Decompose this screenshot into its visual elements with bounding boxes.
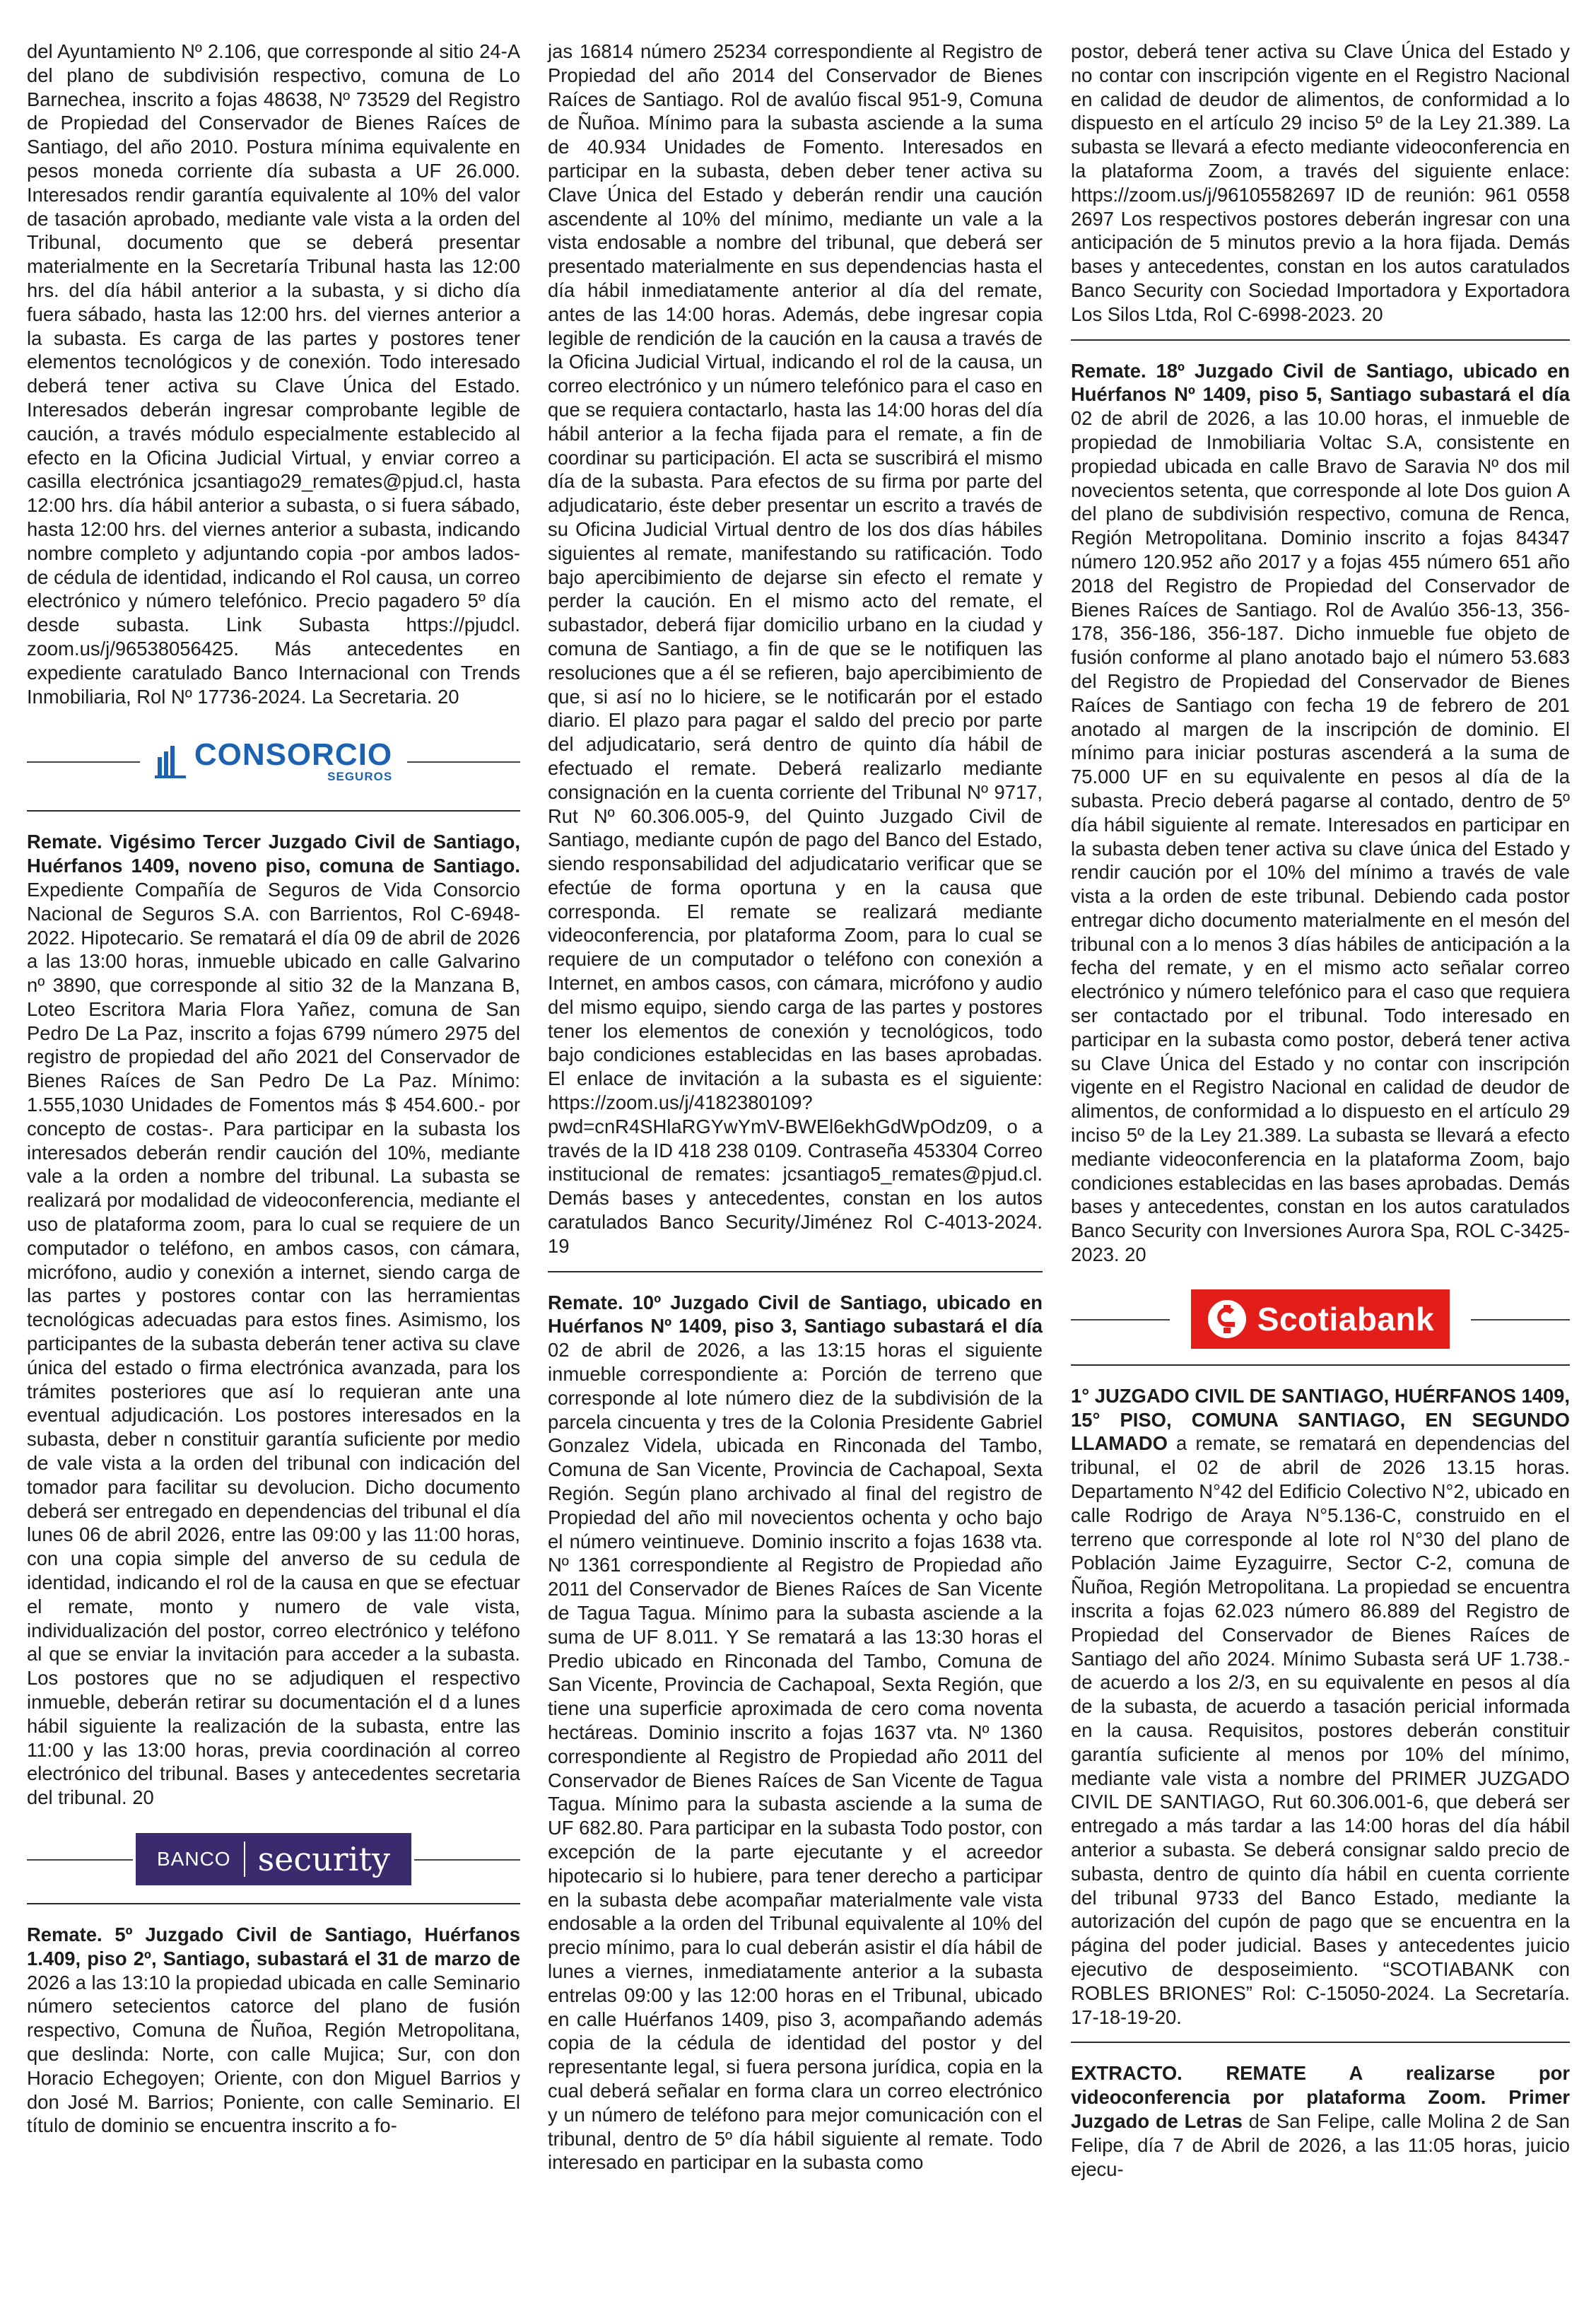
notice-heading: Remate. 5º Juzgado Civil de Santiago, Huérfanos 1.409, piso 2º, Santiago, subastará el 31 de marzo de	[27, 1923, 520, 1969]
notice-extracto	[1071, 2061, 1570, 2181]
divider	[27, 761, 140, 763]
notice-heading: Remate. 10º Juzgado Civil de Santiago, ubicado en Huérfanos Nº 1409, piso 3, Santiago subastará el día	[548, 1291, 1043, 1337]
notice-continuation: postor, deberá tener activa su Clave Única del Estado y no contar con inscripción vigente en el Registro Nacional en calidad de deudor de alimentos, de conformidad a lo dispuesto en el artículo 29 inciso 5º de la Ley 21.389. La subasta se llevará a efecto mediante videoconferencia en la plataforma Zoom, a través del siguiente enlace: https://zoom.us/j/96105582697 ID de reunión: 961 0558 2697 Los respectivos postores deberán ingresar con una anticipación de 5 minutos previo a la hora fijada. Demás bases y antecedentes, constan en los autos caratulados Banco Security con Sociedad Importadora y Exportadora Los Silos Ltda, Rol C-6998-2023. 20	[1071, 40, 1570, 325]
scotiabank-logo	[1191, 1289, 1450, 1349]
logo-block-security	[27, 1825, 520, 1893]
notice-heading: EXTRACTO. REMATE A realizarse por videoconferencia por plataforma Zoom. Primer Juzgado de Letras	[1071, 2062, 1570, 2132]
divider	[407, 761, 520, 763]
notice-continuation: del Ayuntamiento Nº 2.106, que corresponde al sitio 24-A del plano de subdivisión respectivo, comuna de Lo Barnechea, inscrito a fojas 48638, Nº 73529 del Registro de Propiedad del Conservador de Bienes Raíces de Santiago, del año 2010. Postura mínima equivalente en pesos moneda corriente día subasta a UF 26.000. Interesados rendir garantía equivalente al 10% del valor de tasación aprobado, mediante vale vista a la orden del Tribunal, documento que se deberá presentar materialmente en la Secretaría Tribunal hasta las 12:00 hrs. del día hábil anterior a la subasta, y si dicho día fuera sábado, hasta las 12:00 hrs. del viernes anterior a la subasta. Es carga de las partes y postores tener elementos tecnológicos y de conexión. Todo interesado deberá tener activa su Clave Única del Estado. Interesados deberán ingresar comprobante legible de caución, a través módulo especialmente establecido al efecto en la Oficina Judicial Virtual, y enviar correo a casilla electrónica jcsantiago29_remates@pjud.cl, hasta 12:00 hrs. día hábil anterior a subasta, o si fuera sábado, hasta 12:00 hrs. del viernes anterior a subasta, indicando nombre completo y adjuntando copia -por ambos lados- de cédula de identidad, indicando el Rol causa, un correo electrónico y número telefónico. Precio pagadero 5º día desde subasta. Link Subasta https://pjudcl. zoom.us/j/96538056425. Más antecedentes en expediente caratulado Banco Internacional con Trends Inmobiliaria, Rol Nº 17736-2024. La Secretaria. 20	[27, 40, 520, 708]
notice-scotiabank	[1071, 1384, 1570, 2030]
divider	[1471, 1319, 1570, 1321]
divider	[1071, 1319, 1170, 1321]
consorcio-wordmark: CONSORCIO	[194, 737, 393, 773]
consorcio-bars-icon	[155, 743, 187, 780]
consorcio-sub: SEGUROS	[327, 770, 393, 784]
notice-continuation: jas 16814 número 25234 correspondiente al Registro de Propiedad del año 2014 del Conservador de Bienes Raíces de Santiago. Rol de avalúo fiscal 951-9, Comuna de Ñuñoa. Mínimo para la subasta asciende a la suma de 40.934 Unidades de Fomento. Interesados en participar en la subasta, deben deber tener activa su Clave Única del Estado y deberán rendir una caución ascendente al 10% del mínimo, mediante un vale a la vista endosable a nombre del tribunal, que deberá ser presentado materialmente en sus dependencias hasta el día hábil inmediatamente anterior al día del remate, antes de las 14:00 horas. Además, debe ingresar copia legible de rendición de la caución en la causa a través de la Oficina Judicial Virtual, indicando el rol de la causa, un correo electrónico y un número telefónico para el caso en que se requiera contactarlo, hasta las 14:00 horas del día hábil anterior a la fecha fijada para el remate, a fin de coordinar su participación. El acta se suscribirá el mismo día de la subasta. Para efectos de su firma por parte del adjudicatario, éste deber presentar un escrito a través de su Oficina Judicial Virtual dentro de los dos días hábiles siguientes al remate, manifestando su ratificación. Todo bajo apercibimiento de dejarse sin efecto el remate y perder la caución. En el mismo acto del remate, el subastador, deberá fijar domicilio urbano en la ciudad y comuna de Santiago, a fin de que se le notifiquen las resoluciones que a él se refieren, bajo apercibimiento de que, si así no lo hiciere, se le notificarán por el estado diario. El plazo para pagar el saldo del precio por parte del adjudicatario, será dentro de quinto día hábil de efectuado el remate. Deberá realizarlo mediante consignación en la cuenta corriente del Tribunal Nº 9717, Rut Nº 60.306.005-9, del Quinto Juzgado Civil de Santiago, mediante cupón de pago del Banco del Estado, siendo responsabilidad del adjudicatario verificar que se efectúe de forma oportuna y en la causa que corresponda. El remate se realizará mediante videoconferencia, por plataforma Zoom, para lo cual se requiere de un computador o teléfono con conexión a Internet, en ambos casos, con cámara, micrófono y audio del mismo equipo, siendo carga de las partes y postores tener los elementos de conexión y tecnológicos, todo bajo condiciones establecidas en las bases aprobadas. El enlace de invitación a la subasta es el siguiente: https://zoom.us/j/4182380109? pwd=cnR4SHlaRGYwYmV-BWEl6ekhGdWpOdz09, o a través de la ID 418 238 0109. Contraseña 453304 Correo institucional de remates: jcsantiago5_remates@pjud.cl. Demás bases y antecedentes, constan en los autos caratulados Banco Security/Jiménez Rol C-4013-2024. 19	[548, 40, 1043, 1257]
notice-body: Expediente Compañía de Seguros de Vida Consorcio Nacional de Seguros S.A. con Barrientos, Rol C-6948-2022. Hipotecario. Se rematará el día 09 de abril de 2026 a las 13:00 horas, inmueble ubicado en calle Galvarino nº 3890, que corresponde al sitio 32 de la Manzana B, Loteo Escritora Maria Flora Yañez, comuna de San Pedro De La Paz, inscrito a fojas 6799 número 2975 del registro de propiedad del año 2021 del Conservador de Bienes Raíces de San Pedro De La Paz. Mínimo: 1.555,1030 Unidades de Fomentos más $ 454.600.- por concepto de costas-. Para participar en la subasta los interesados deberán rendir caución del 10%, mediante vale a la orden a nombre del tribunal. La subasta se realizará por modalidad de videoconferencia, mediante el uso de plataforma zoom, para lo cual se requiere de un computador o teléfono, en ambos casos, con cámara, micrófono, audio y conexión a internet, siendo carga de las partes y postores contar con las herramientas tecnológicas adecuadas para estos fines. Asimismo, los participantes de la subasta deberán tener activa su clave única del estado o firma electrónica avanzada, para los trámites posteriores que así lo requieran ante una eventual adjudicación. Los postores interesados en la subasta, deber n constituir garantía suficiente por medio de vale vista a la orden del tribunal con indicación del tomador para facilitar su devolucion. Dicho documento deberá ser entregado en dependencias del tribunal el día lunes 06 de abril 2026, entre las 09:00 y las 11:00 horas, con una copia simple del anverso de su cedula de identidad, indicando el rol de la causa en que se efectuar el remate, monto y numero de vale vista, individualización del postor, correo electrónico y teléfono al que se enviar la invitación para acceder a la subasta. Los postores que no se adjudiquen el respectivo inmueble, deberán retirar su documentación el d a lunes hábil siguiente la realización de la subasta, entre las 11:00 y las 13:00 horas, previa coordinación al correo electrónico del tribunal. Bases y antecedentes secretaria del tribunal. 20	[27, 878, 520, 1809]
logo-block-scotiabank	[1071, 1284, 1570, 1354]
divider	[414, 1859, 520, 1861]
notice-18-juzgado	[1071, 359, 1570, 1267]
scotiabank-wordmark: Scotiabank	[1257, 1300, 1435, 1337]
notice-body: 2026 a las 13:10 la propiedad ubicada en calle Seminario número setecientos catorce del plano de fusión respectivo, Comuna de Ñuñoa, Región Metropolitana, que deslinda: Norte, con calle Mujica; Sur, con don Horacio Echegoyen; Oriente, con don Miguel Barrios y don José M. Barrios; Poniente, con calle Seminario. El título de dominio se encuentra inscrito a fo-	[27, 1971, 520, 2137]
column-1	[27, 40, 520, 2138]
notice-heading: Remate. 18º Juzgado Civil de Santiago, ubicado en Huérfanos Nº 1409, piso 5, Santiago subastará el día	[1071, 359, 1570, 406]
column-2	[548, 40, 1043, 2174]
logo-block-consorcio	[27, 722, 520, 800]
logo-divider	[244, 1842, 245, 1877]
notice-body: 02 de abril de 2026, a las 13:15 horas el siguiente inmueble correspondiente a: Porción de terreno que corresponde al lote número diez de la subdivisión de la parcela cincuenta y tres de la Colonia Presidente Gabriel Gonzalez Videla, ubicada en Rinconada del Tambo, Comuna de San Vicente, Provincia de Cachapoal, Sexta Región. Según plano archivado al final del registro de Propiedad del año mil novecientos ochenta y ocho bajo el número veintinueve. Dominio inscrito a fojas 1638 vta. Nº 1361 correspondiente al Registro de Propiedad año 2011 del Conservador de Bienes Raíces de San Vicente de Tagua Tagua. Mínimo para la subasta asciende a la suma de UF 8.011. Y Se rematará a las 13:30 horas el Predio ubicado en Rinconada del Tambo, Comuna de San Vicente, Provincia de Cachapoal, Sexta Región, que tiene una superficie aproximada de cero coma noventa hectáreas. Dominio inscrito a fojas 1637 vta. Nº 1360 correspondiente al Registro de Propiedad año 2011 del Conservador de Bienes Raíces de San Vicente de Tagua Tagua. Mínimo para la subasta asciende a la suma de UF 682.80. Para participar en la subasta Todo postor, con excepción de la parte ejecutante y el acreedor hipotecario si lo hubiere, para tener derecho a participar en la subasta debe acompañar materialmente vale vista endosable a la orden del Tribunal equivalente al 10% del precio mínimo, para lo cual deberán asistir el día hábil de lunes a viernes, inmediatamente anterior a la subasta entrelas 09:00 y las 12:00 horas en el Tribunal, ubicado en calle Huérfanos 1409, piso 3, acompañando además copia de la cédula de identidad del postor y del representante legal, si fuera persona jurídica, copia en la cual deberá señalar en forma clara un correo electrónico y un número de teléfono para mejor comunicación con el tribunal, dentro de 5º día hábil siguiente al remate. Todo interesado en participar en la subasta como	[548, 1339, 1043, 2174]
consorcio-logo	[143, 739, 404, 783]
notice-security	[27, 1923, 520, 2138]
notice-body: 02 de abril de 2026, a las 10.00 horas, el inmueble de propiedad de Inmobiliaria Voltac S.A, consistente en propiedad ubicada en calle Bravo de Saravia Nº dos mil novecientos setenta, que corresponde al lote Dos guion A del plano de subdivisión respectivo, comuna de Renca, Región Metropolitana. Dominio inscrito a fojas 84347 número 120.952 año 2017 y a fojas 455 número 651 año 2018 del Registro de Propiedad del Conservador de Bienes Raíces de Santiago. Rol de Avalúo 356-13, 356-178, 356-186, 356-187. Dicho inmueble fue objeto de fusión conforme al plano anotado bajo el número 53.683 del Registro de Propiedad del Conservador de Bienes Raíces de Santiago con fecha 19 de febrero de 201 anotado al margen de la inscripción de dominio. El mínimo para iniciar posturas ascenderá a la suma de 75.000 UF en su equivalente en pesos al día de la subasta. Precio deberá pagarse al contado, dentro de 5º día hábil siguiente al remate. Interesados en participar en la subasta deben tener activa su clave única del Estado y rendir caución por el 10% del mínimo a través de vale vista a la orden de este tribunal. Debiendo cada postor entregar dicho documento materialmente en el mesón del tribunal con a lo menos 3 días hábiles de anticipación a la fecha del remate, y en el mismo acto señalar correo electrónico y número telefónico para el caso que requiera ser contactado por el tribunal. Todo interesado en participar en la subasta como postor, deberá tener activa su Clave Única del Estado y no contar con inscripción vigente en el Registro Nacional en calidad de deudor de alimentos, de conformidad a lo dispuesto en el artículo 29 inciso 5º de la Ley 21.389. La subasta se llevará a efecto mediante videoconferencia en la plataforma Zoom, bajo condiciones establecidas en las bases aprobadas. Demás bases y antecedentes, constan en los autos caratulados Banco Security con Inversiones Aurora Spa, ROL C-3425-2023. 20	[1071, 407, 1570, 1266]
notice-heading: Remate. Vigésimo Tercer Juzgado Civil de Santiago, Huérfanos 1409, noveno piso, comuna de Santiago.	[27, 831, 520, 877]
security-wordmark: security	[257, 1839, 390, 1878]
scotiabank-s-icon	[1207, 1299, 1248, 1340]
notice-heading: 1° JUZGADO CIVIL DE SANTIAGO, HUÉRFANOS 1409, 15° PISO, COMUNA SANTIAGO, EN SEGUNDO LLAMADO	[1071, 1384, 1571, 1455]
banco-security-logo	[136, 1833, 411, 1885]
notice-consorcio	[27, 830, 520, 1810]
security-banco-word: BANCO	[157, 1847, 231, 1870]
column-3	[1071, 40, 1570, 2181]
notice-body: a remate, se rematará en dependencias del tribunal, el 02 de abril de 2026 13.15 horas. Departamento N°42 del Edificio Colectivo N°2, ubicado en calle Rodrigo de Araya N°5.136-C, construido en el terreno que corresponde al lote rol N°30 del plano de Población Jaime Eyzaguirre, Sector C-2, comuna de Ñuñoa, Región Metropolitana. La propiedad se encuentra inscrita a fojas 62.023 número 86.889 del Registro de Propiedad del Conservador de Bienes Raíces de Santiago del año 2024. Mínimo Subasta será UF 1.738.- de acuerdo a los 2/3, en su equivalente en pesos al día de la subasta, de acuerdo a tasación pericial informada en la causa. Requisitos, postores deberán constituir garantía suficiente al menos por 10% del mínimo, mediante vale vista a nombre del PRIMER JUZGADO CIVIL DE SANTIAGO, Rut 60.306.001-6, que deberá ser entregado a más tardar a las 14:00 horas del día hábil anterior a subasta. Se deberá consignar saldo precio de subasta, dentro de quinto día hábil en cuenta corriente del tribunal 9733 del Banco Estado, mediante la autorización del cupón de pago que se encuentra en la página del poder judicial. Bases y antecedentes juicio ejecutivo de desposeimiento. “SCOTIABANK con ROBLES BRIONES” Rol: C-15050-2024. La Secretaría. 17-18-19-20.	[1071, 1432, 1570, 2028]
notice-body: de San Felipe, calle Molina 2 de San Felipe, día 7 de Abril de 2026, a las 11:05 horas, juicio ejecu-	[1071, 2109, 1570, 2180]
divider	[27, 1859, 133, 1861]
notice-10-juzgado	[548, 1291, 1043, 2174]
